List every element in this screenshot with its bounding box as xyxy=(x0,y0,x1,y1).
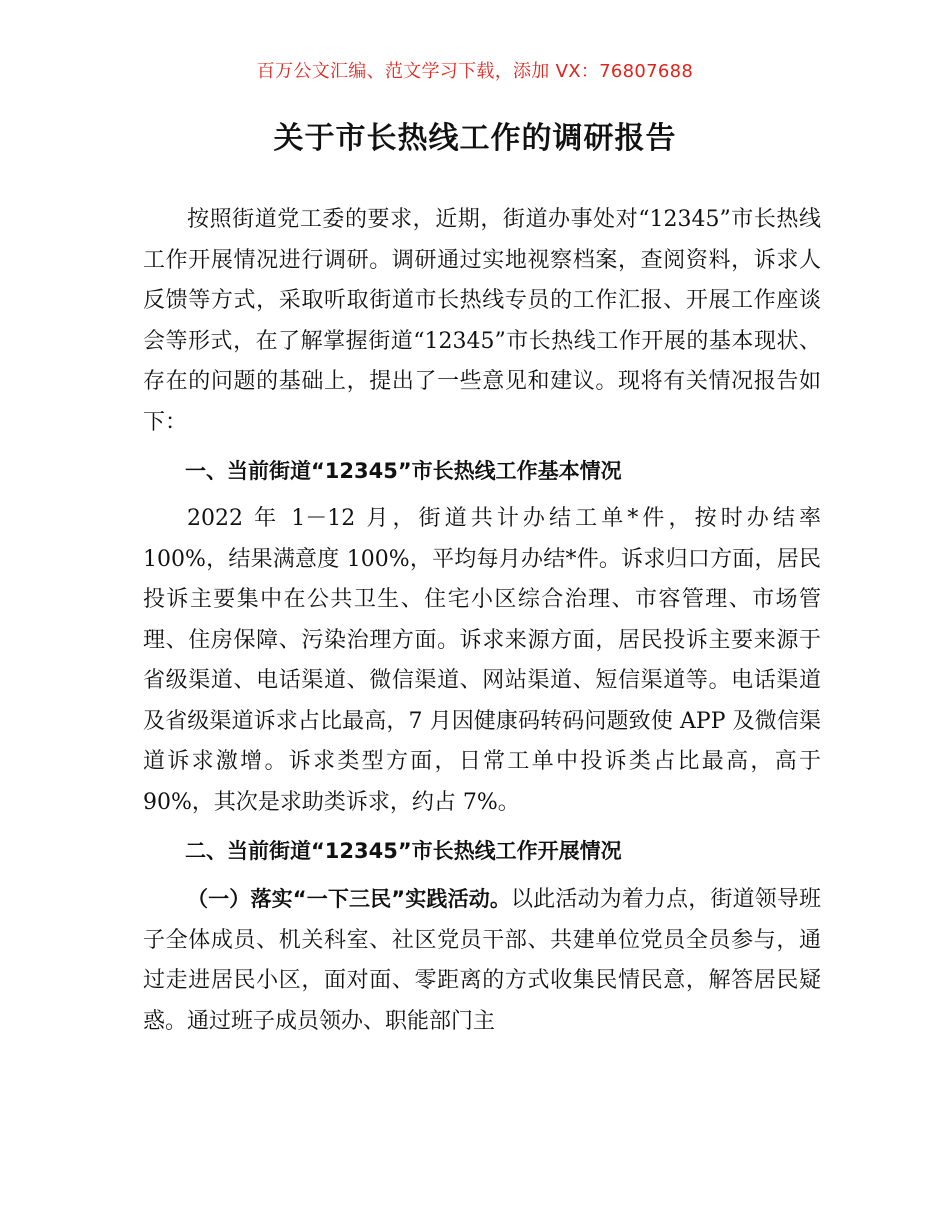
promo-banner: 百万公文汇编、范文学习下载，添加 VX：76807688 xyxy=(256,61,694,82)
intro-paragraph: 按照街道党工委的要求，近期，街道办事处对“12345”市长热线工作开展情况进行调研。调研通过实地视察档案，查阅资料，诉求人反馈等方式，采取听取街道市长热线专员的工作汇报、开展工作座谈会等形式，在了解掌握街道“12345”市长热线工作开展的基本现状、存在的问题的基础上，提出了一些意见和建议。现将有关情况报告如下： xyxy=(143,207,821,435)
section-2-sub-1-lead: （一）落实“一下三民”实践活动。 xyxy=(187,887,512,911)
page-title: 关于市长热线工作的调研报告 xyxy=(273,121,677,156)
section-1-paragraph: 2022 年 1－12 月，街道共计办结工单*件，按时办结率 100%，结果满意度 100%，平均每月办结*件。诉求归口方面，居民投诉主要集中在公共卫生、住宅小区综合治理、市容管理、市场管理、住房保障、污染治理方面。诉求来源方面，居民投诉主要来源于省级渠道、电话渠道、微信渠道、网站渠道、短信渠道等。电话渠道及省级渠道诉求占比最高，7 月因健康码转码问题致使 APP 及微信渠道诉求激增。诉求类型方面，日常工单中投诉类占比最高，高于 90%，其次是求助类诉求，约占 7%。 xyxy=(143,506,821,815)
section-2-sub-1-text: 以此活动为着力点，街道领导班子全体成员、机关科室、社区党员干部、共建单位党员全员参与，通过走进居民小区，面对面、零距离的方式收集民情民意，解答居民疑惑。通过班子成员领办、职能部门主 xyxy=(143,887,821,1034)
section-2-heading: 二、当前街道“12345”市长热线工作开展情况 xyxy=(185,839,622,863)
section-1-heading: 一、当前街道“12345”市长热线工作基本情况 xyxy=(185,459,622,483)
section-2-sub-1-paragraph xyxy=(143,879,821,1042)
document-body xyxy=(143,200,821,1042)
